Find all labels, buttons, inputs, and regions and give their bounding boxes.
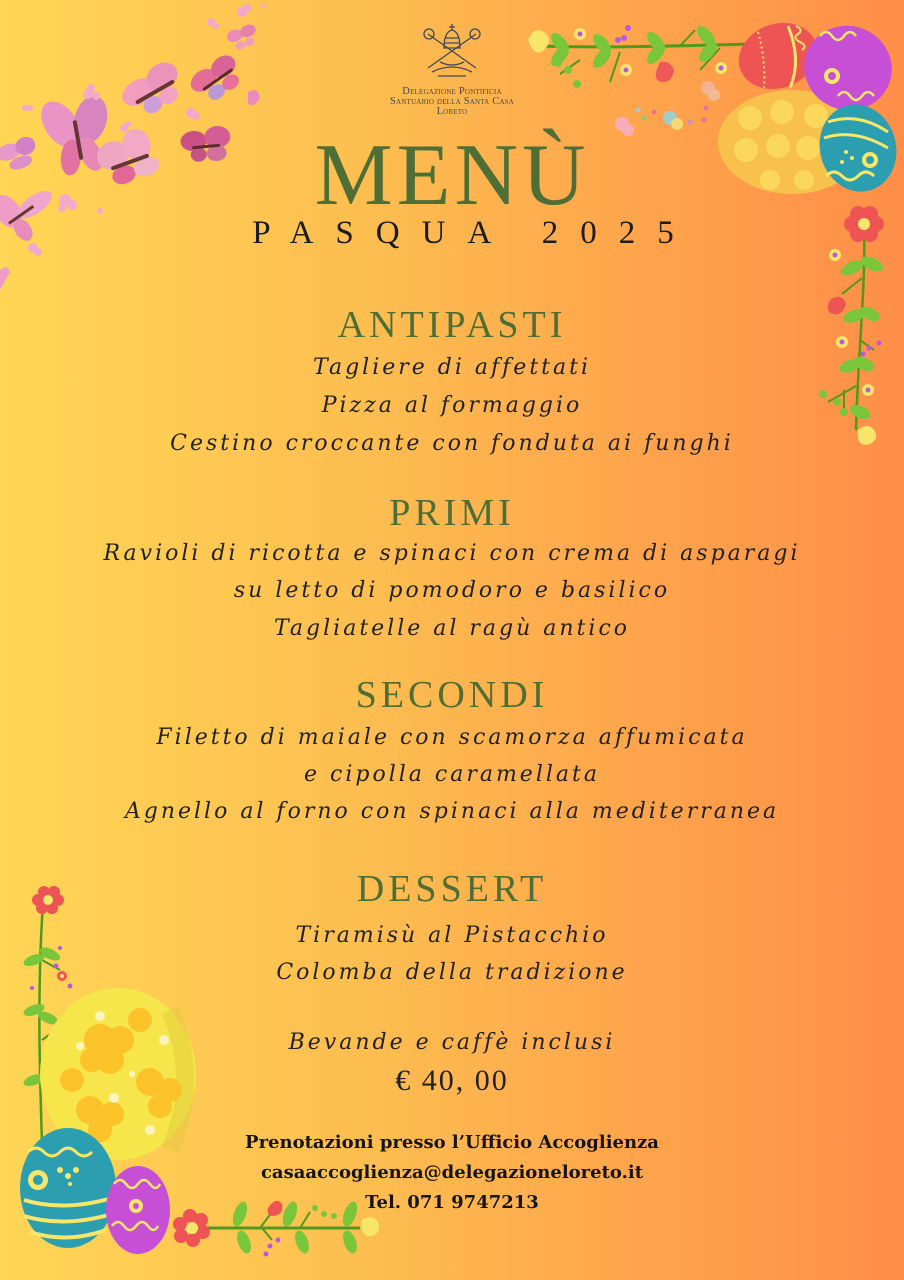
menu-item: Filetto di maiale con scamorza affumicata <box>156 725 748 750</box>
phone-number[interactable]: Tel. 071 9747213 <box>365 1192 539 1213</box>
menu-item: Tagliere di affettati <box>313 355 591 380</box>
papal-coat-of-arms-icon <box>418 20 486 82</box>
menu-item: Tiramisù al Pistacchio <box>295 923 609 948</box>
section-title-dessert: DESSERT <box>356 868 548 910</box>
organization-line: Loreto <box>436 106 468 117</box>
section-title-secondi: SECONDI <box>355 674 549 716</box>
price: € 40, 00 <box>395 1064 509 1097</box>
menu-item: su letto di pomodoro e basilico <box>233 578 671 603</box>
organization-line: Santuario della Santa Casa <box>389 96 515 107</box>
menu-item: Ravioli di ricotta e spinaci con crema di asparagi <box>103 541 801 566</box>
menu-item: Agnello al forno con spinaci alla mediterranea <box>124 799 780 824</box>
menu-item: Pizza al formaggio <box>321 393 583 418</box>
email-link[interactable]: casaaccoglienza@delegazioneloreto.it <box>260 1162 644 1183</box>
menu-item: e cipolla caramellata <box>304 762 600 787</box>
booking-info: Prenotazioni presso l’Ufficio Accoglienza <box>245 1132 659 1153</box>
menu-item: Cestino croccante con fonduta ai funghi <box>170 431 734 456</box>
section-title-antipasti: ANTIPASTI <box>337 304 567 346</box>
organization-line: Delegazione Pontificia <box>402 86 502 97</box>
menu-item: Tagliatelle al ragù antico <box>273 616 631 641</box>
page-title: MENÙ <box>314 127 590 224</box>
section-title-primi: PRIMI <box>389 492 515 534</box>
page-subtitle: PASQUA 2025 <box>252 215 696 251</box>
included-note: Bevande e caffè inclusi <box>288 1030 616 1055</box>
menu-item: Colomba della tradizione <box>276 960 628 985</box>
